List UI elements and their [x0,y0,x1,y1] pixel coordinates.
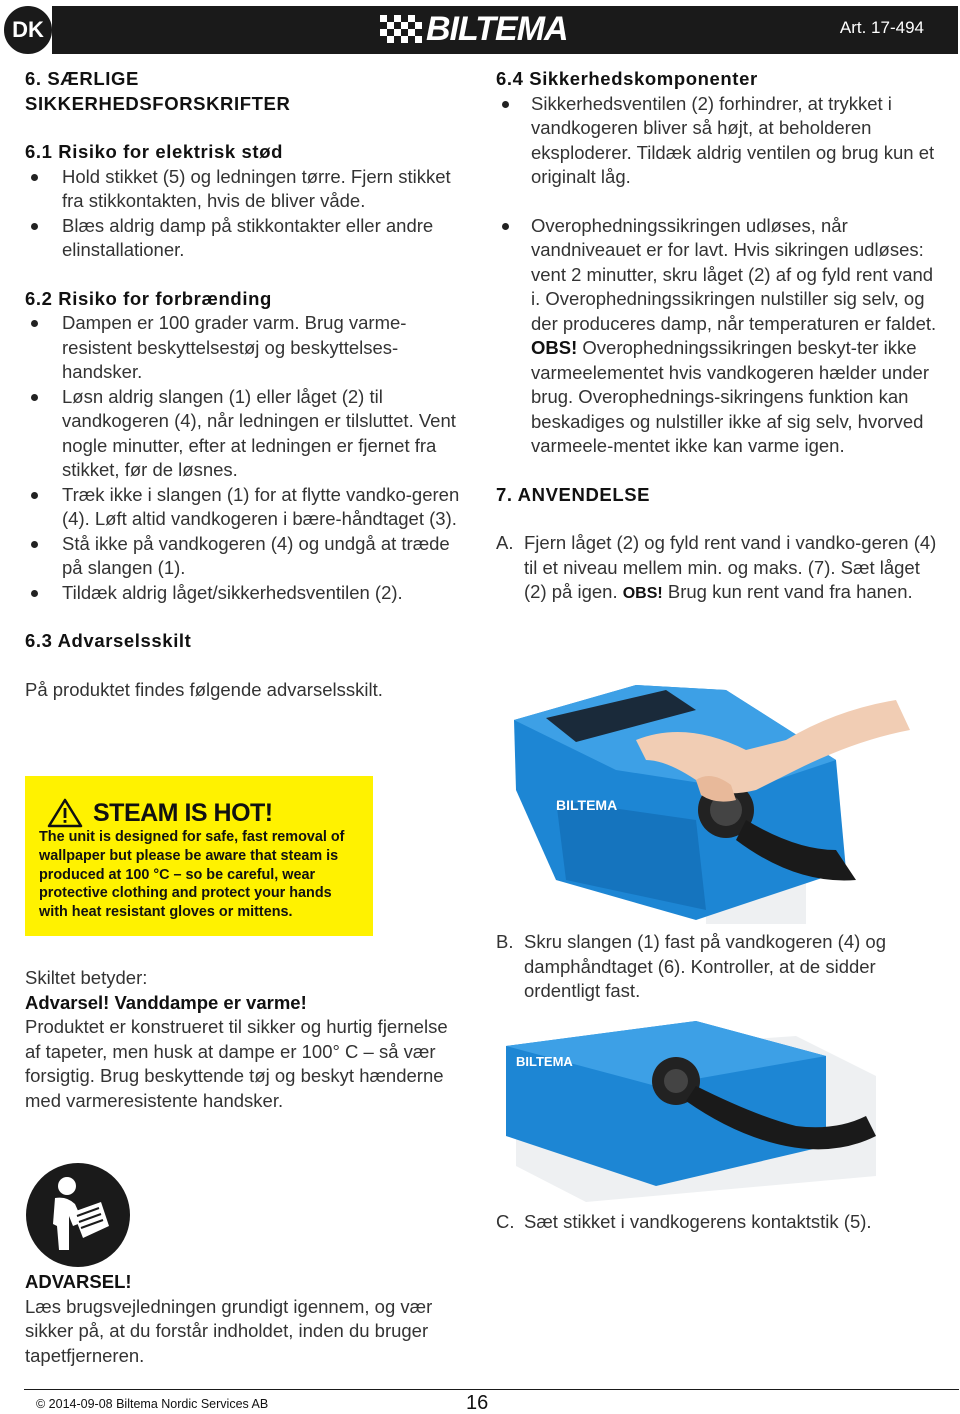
step-b [496,930,946,1004]
step-letter: B. [496,931,514,952]
read-manual-icon [25,1162,131,1268]
step-a-text: Fjern låget (2) og fyld rent vand i vandko-geren (4) til et niveau mellem min. og maks. (7). Sæt låget (2) på igen. [524,532,937,602]
list-item: Sikkerhedsventilen (2) forhindrer, at trykket i vandkogeren bliver så højt, at beholderen eksploderer. Tildæk aldrig ventilen og brug kun et originalt låg. [496,92,946,190]
right-column [496,67,946,607]
sign-meaning-text: Produktet er konstrueret til sikker og hurtig fjernelse af tapeter, men husk at dampe er 100° C – så vær forsigtig. Brug beskyttende tøj og beskyt hænderne med varmeresistente handsker. [25,1016,448,1111]
subsection-title-6-1: 6.1 Risiko for elektrisk stød [25,141,283,162]
list-item: Løsn aldrig slangen (1) eller låget (2) til vandkogeren (4), når ledningen er tilsluttet. Vent nogle minutter, efter at ledningen er fjernet fra stikket, før de løsnes. [25,385,465,483]
product-logo-text: BILTEMA [516,1054,573,1069]
step-letter: A. [496,532,514,553]
country-code: DK [12,17,44,42]
step-letter: C. [496,1211,515,1232]
page-footer [4,1388,959,1414]
list-6-4-b [496,214,946,459]
warning-sign-body: The unit is designed for safe, fast removal of wallpaper but please be aware that steam is produced at 100 °C – so be careful, wear protective clothing and protect your hands with heat resistant gloves or mittens. [39,829,345,921]
section-title-7: 7. ANVENDELSE [496,483,651,505]
page-header [0,0,960,60]
sign-meaning [25,966,465,1113]
brand-name: BILTEMA [426,9,568,48]
obs-label: OBS! [622,585,663,602]
copyright-text: © 2014-09-08 Biltema Nordic Services AB [36,1397,269,1411]
list-item: Dampen er 100 grader varm. Brug varme-resistent beskyttelsestøj og beskyttelses-handsker. [25,311,465,385]
step-a [496,531,946,607]
manual-warning-text: Læs brugsvejledningen grundigt igennem, og vær sikker på, at du forstår indholdet, inden du bruger tapetfjerneren. [25,1295,433,1366]
sign-meaning-heading: Advarsel! Vanddampe er varme! [25,991,307,1013]
lid-removal-photo [496,680,910,924]
warning-triangle-icon [47,798,83,828]
list-item: Tildæk aldrig låget/sikkerhedsventilen (2). [25,581,465,606]
subsection-title-6-2: 6.2 Risiko for forbrænding [25,287,272,309]
overheat-obs-text: Overophedningssikringen beskyt-ter ikke varmeelementet hvis vandkogeren hælder under brug. Overophednings-sikringens funktion kan beskadiges og nulstiller ikke af sig selv, hvorved varmeele-mentet ikke kan varme igen. [531,337,929,456]
manual-warning [25,1270,470,1368]
manual-warning-heading: ADVARSEL! [25,1271,132,1292]
country-badge [4,6,52,54]
steam-warning-sign [25,776,373,936]
list-item [496,214,946,459]
list-item: Hold stikket (5) og ledningen tørre. Fjern stikket fra stikkontakten, hvis de bliver våde. [25,165,465,214]
page-number: 16 [466,1392,489,1414]
step-b-text: Skru slangen (1) fast på vandkogeren (4) og damphåndtaget (6). Kontroller, at de sidder ordentligt fast. [524,931,886,1001]
list-6-1 [25,165,465,263]
warning-sign-title [39,798,359,828]
list-6-2 [25,311,465,605]
checkered-flag-icon [380,15,422,43]
warning-sign-intro: På produktet findes følgende advarselsskilt. [25,678,383,700]
step-a-tail: Brug kun rent vand fra hanen. [667,581,913,602]
brand-logo [380,10,568,48]
subsection-title-6-3: 6.3 Advarselsskilt [25,630,192,651]
list-item: Stå ikke på vandkogeren (4) og undgå at træde på slangen (1). [25,532,465,581]
article-number: Art. 17-494 [839,18,924,37]
step-c [496,1210,946,1235]
obs-label: OBS! [531,337,578,358]
left-column [25,67,465,702]
list-item: Træk ikke i slangen (1) for at flytte vandko-geren (4). Løft altid vandkogeren i bære-håndtaget (3). [25,483,465,532]
step-c-text: Sæt stikket i vandkogerens kontaktstik (5). [524,1211,872,1232]
subsection-title-6-4: 6.4 Sikkerhedskomponenter [496,68,758,89]
list-6-4 [496,92,946,190]
product-logo-text: BILTEMA [556,797,618,813]
overheat-text: Overophedningssikringen udløses, når vandniveauet er for lavt. Hvis sikringen udløses: vent 2 minutter, skru låget (2) af og fyld rent vand i. Overophedningssikringen nulstiller sig selv, og der produceres damp, når temperaturen er faldet. [531,214,937,334]
list-item: Blæs aldrig damp på stikkontakter eller andre elinstallationer. [25,214,465,263]
warning-sign-heading: STEAM IS HOT! [93,798,273,827]
footer-rule [24,1389,959,1390]
sign-meaning-label: Skiltet betyder: [25,967,148,988]
hose-attach-photo [496,1016,886,1202]
section-title: 6. SÆRLIGE SIKKERHEDSFORSKRIFTER [25,68,291,114]
